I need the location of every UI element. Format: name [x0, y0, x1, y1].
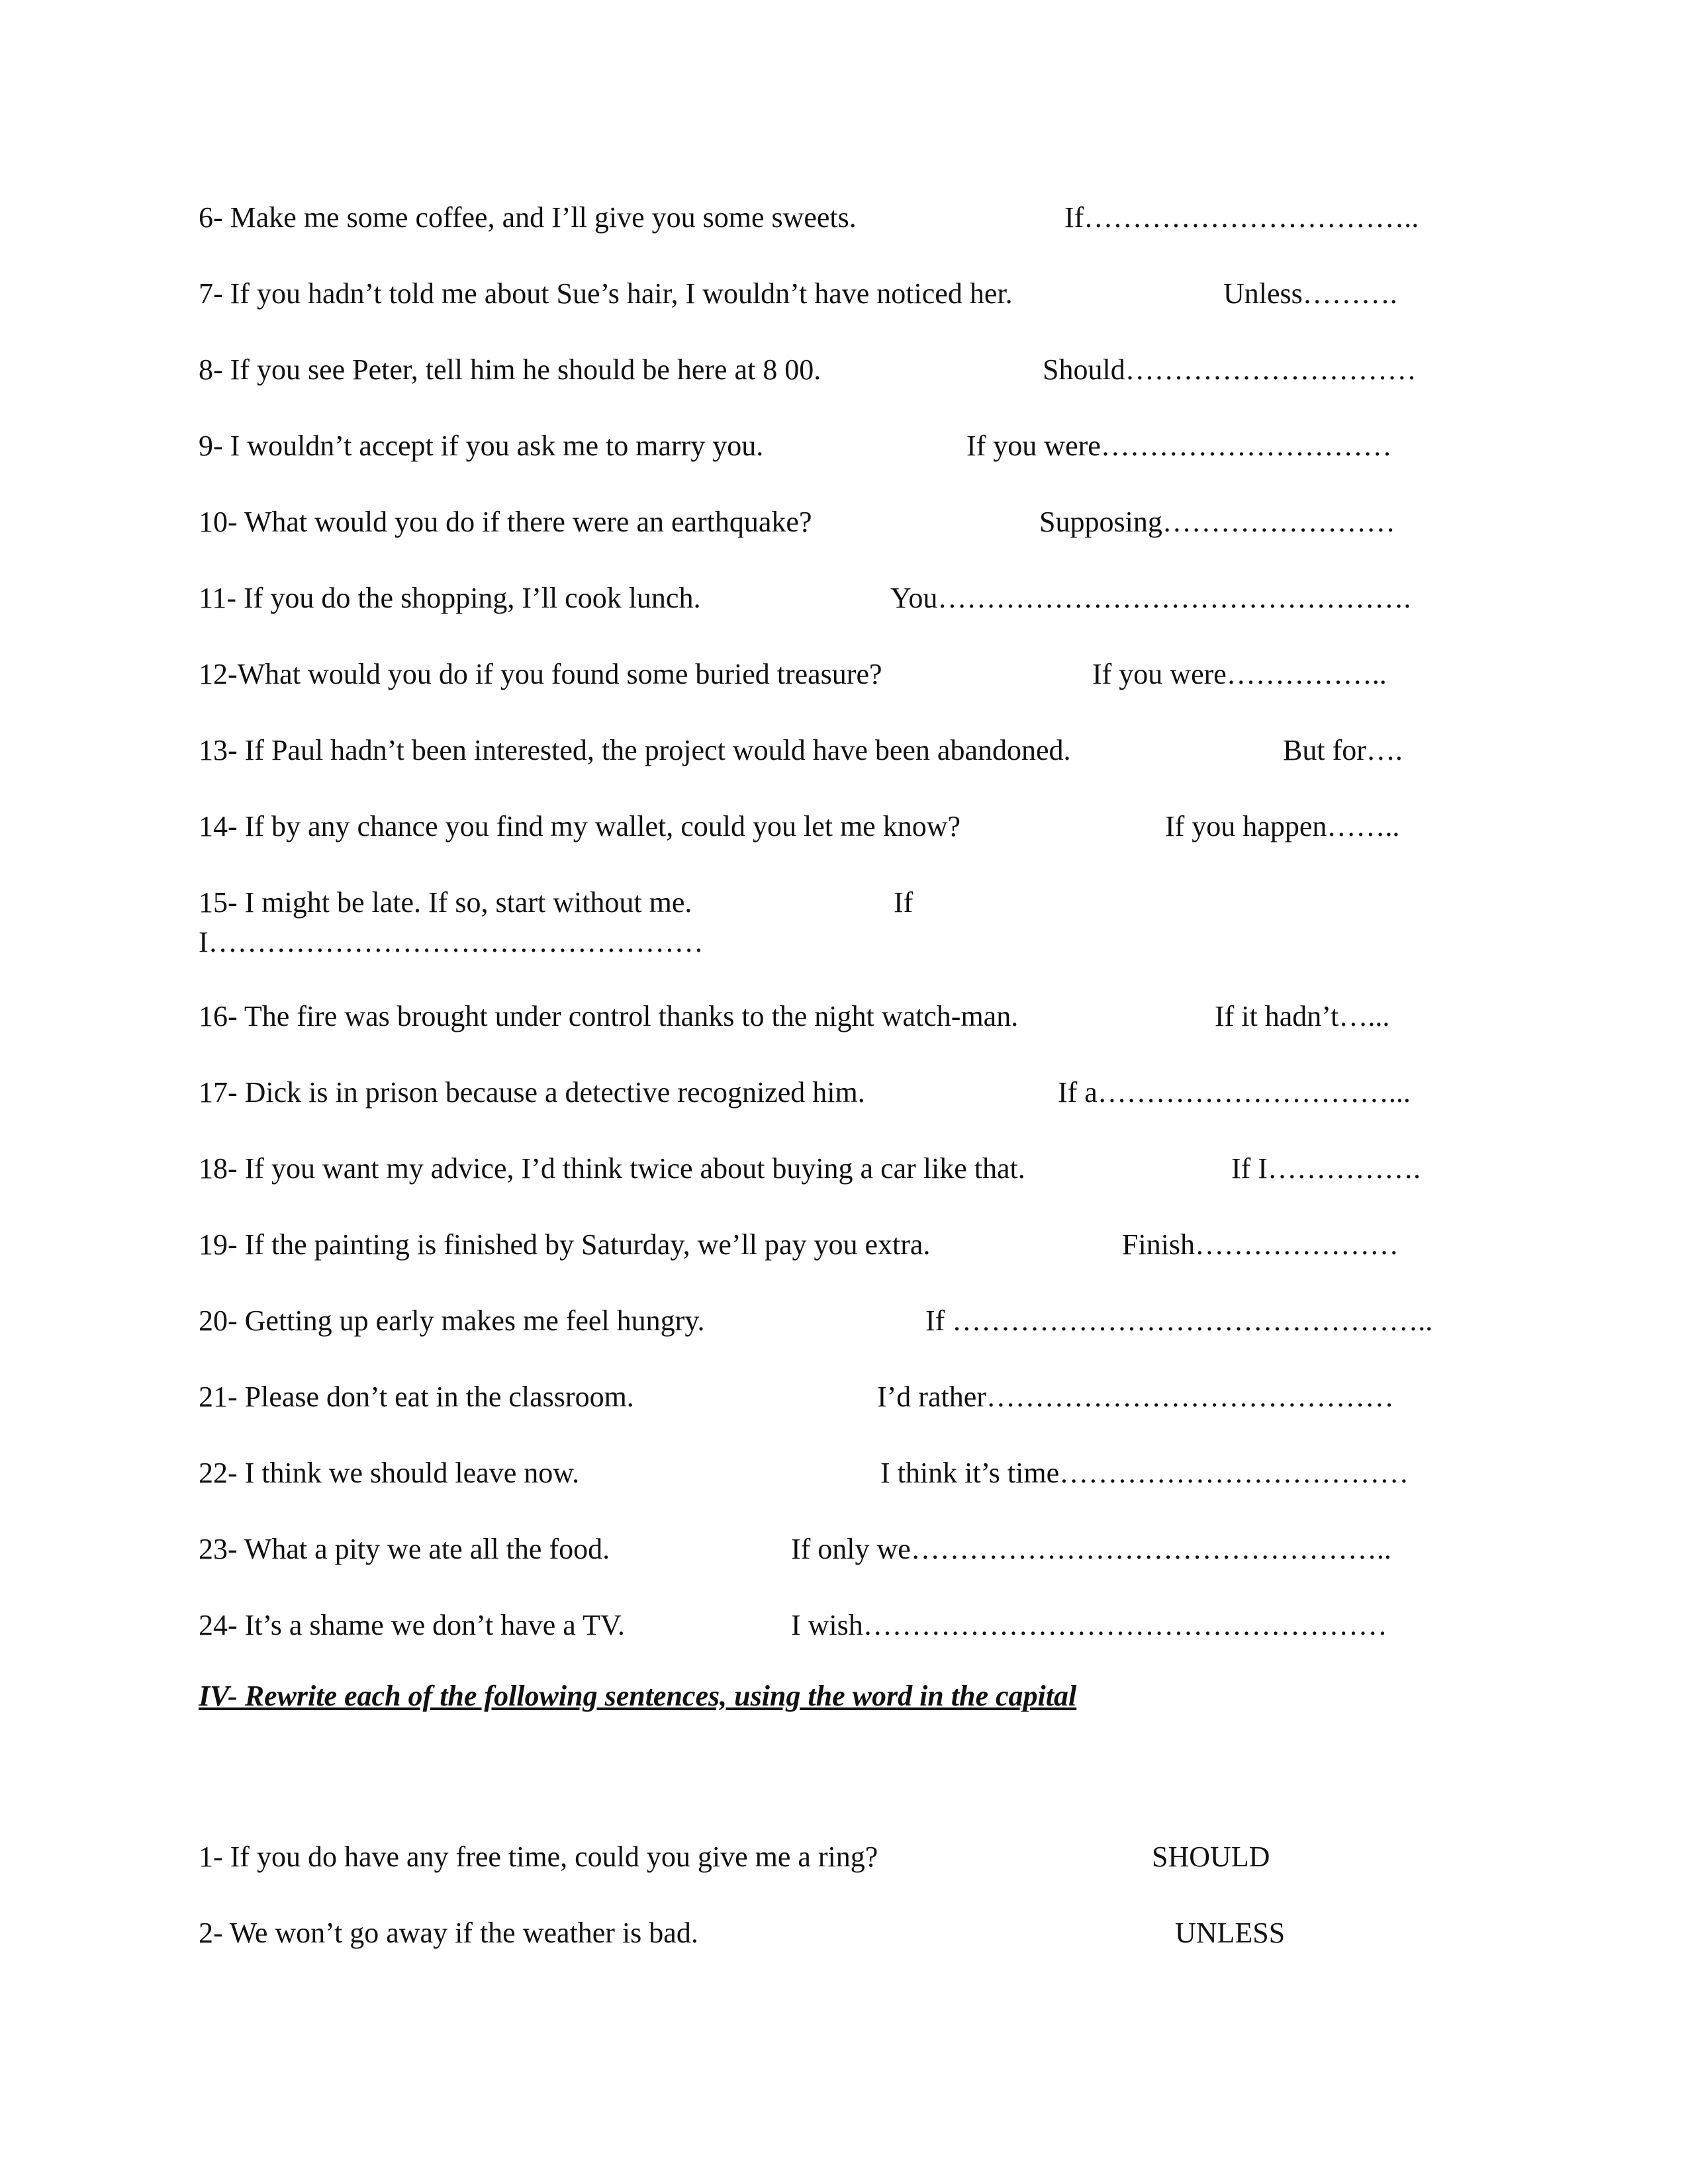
exercise-item — [199, 1146, 1523, 1192]
exercise-prompt: If you happen…….. — [1165, 810, 1400, 842]
exercise-prompt: If I……………. — [1231, 1152, 1421, 1185]
exercise-sentence: 10- What would you do if there were an earthquake? — [199, 506, 812, 538]
exercise-sentence: 13- If Paul hadn’t been interested, the project would have been abandoned. — [199, 734, 1071, 766]
rewrite-item — [199, 1910, 1523, 1956]
exercise-item — [199, 651, 1523, 698]
exercise-item — [199, 1222, 1523, 1268]
exercise-sentence: 21- Please don’t eat in the classroom. — [199, 1381, 634, 1413]
exercise-prompt: If you were………………………… — [966, 430, 1392, 462]
exercise-prompt: If…………………………….. — [1064, 201, 1419, 234]
exercise-prompt: If — [894, 886, 914, 919]
exercise-item — [199, 1374, 1523, 1420]
exercise-sentence: 18- If you want my advice, I’d think twice about buying a car like that. — [199, 1152, 1025, 1185]
rewrite-item — [199, 1834, 1523, 1880]
exercise-prompt: I think it’s time……………………………… — [880, 1457, 1409, 1489]
exercise-item — [199, 803, 1523, 850]
rewrite-keyword: UNLESS — [1175, 1917, 1286, 1949]
exercise-item — [199, 499, 1523, 545]
exercise-sentence: 19- If the painting is finished by Saturday, we’ll pay you extra. — [199, 1228, 931, 1261]
rewrite-keyword: SHOULD — [1152, 1841, 1270, 1873]
exercise-sentence: 12-What would you do if you found some buried treasure? — [199, 658, 882, 690]
exercise-continuation — [199, 919, 1523, 966]
exercise-sentence: 16- The fire was brought under control thanks to the night watch-man. — [199, 1000, 1019, 1032]
exercise-prompt: Unless………. — [1223, 277, 1397, 310]
exercise-item — [199, 993, 1523, 1040]
exercise-sentence: 7- If you hadn’t told me about Sue’s hair, I wouldn’t have noticed her. — [199, 277, 1013, 310]
exercise-prompt-continuation: I…………………………………………… — [199, 926, 704, 958]
exercise-prompt: Should………………………… — [1043, 353, 1417, 386]
exercise-prompt: If ………………………………………….. — [925, 1304, 1433, 1337]
exercise-prompt: But for…. — [1283, 734, 1403, 766]
exercise-prompt: I wish……………………………………………… — [791, 1609, 1387, 1641]
exercise-item — [199, 1298, 1523, 1344]
exercise-item — [199, 347, 1523, 393]
exercise-item — [199, 423, 1523, 469]
exercise-item — [199, 1069, 1523, 1116]
exercise-prompt: If a…………………………... — [1058, 1076, 1411, 1109]
exercise-item — [199, 1526, 1523, 1572]
exercise-item — [199, 271, 1523, 317]
exercise-prompt: You…………………………………………. — [890, 582, 1411, 614]
exercise-prompt: If only we………………………………………….. — [791, 1533, 1391, 1565]
exercise-sentence: 17- Dick is in prison because a detective recognized him. — [199, 1076, 865, 1109]
exercise-item — [199, 1450, 1523, 1496]
exercise-item — [199, 195, 1523, 241]
exercise-sentence: 14- If by any chance you find my wallet, could you let me know? — [199, 810, 961, 842]
exercise-prompt: Finish………………… — [1122, 1228, 1399, 1261]
exercise-item — [199, 1602, 1523, 1649]
exercise-prompt: If you were…………….. — [1092, 658, 1387, 690]
exercise-sentence: 8- If you see Peter, tell him he should be here at 8 00. — [199, 353, 821, 386]
exercise-prompt: Supposing…………………… — [1039, 506, 1395, 538]
exercise-sentence: 22- I think we should leave now. — [199, 1457, 580, 1489]
exercise-sentence: 6- Make me some coffee, and I’ll give you some sweets. — [199, 201, 857, 234]
exercise-prompt: I’d rather…………………………………… — [877, 1381, 1394, 1413]
exercise-prompt: If it hadn’t…... — [1215, 1000, 1390, 1032]
section-iv-title: IV- Rewrite each of the following sentences, using the word in the capital — [199, 1680, 1077, 1712]
exercise-item — [199, 575, 1523, 621]
exercise-sentence: 15- I might be late. If so, start without me. — [199, 886, 692, 919]
exercise-sentence: 9- I wouldn’t accept if you ask me to marry you. — [199, 430, 764, 462]
exercise-item — [199, 727, 1523, 774]
rewrite-sentence: 2- We won’t go away if the weather is bad. — [199, 1917, 698, 1949]
rewrite-sentence: 1- If you do have any free time, could you give me a ring? — [199, 1841, 878, 1873]
exercise-sentence: 20- Getting up early makes me feel hungry. — [199, 1304, 705, 1337]
exercise-sentence: 23- What a pity we ate all the food. — [199, 1533, 610, 1565]
exercise-sentence: 24- It’s a shame we don’t have a TV. — [199, 1609, 625, 1641]
exercise-sentence: 11- If you do the shopping, I’ll cook lunch. — [199, 582, 701, 614]
